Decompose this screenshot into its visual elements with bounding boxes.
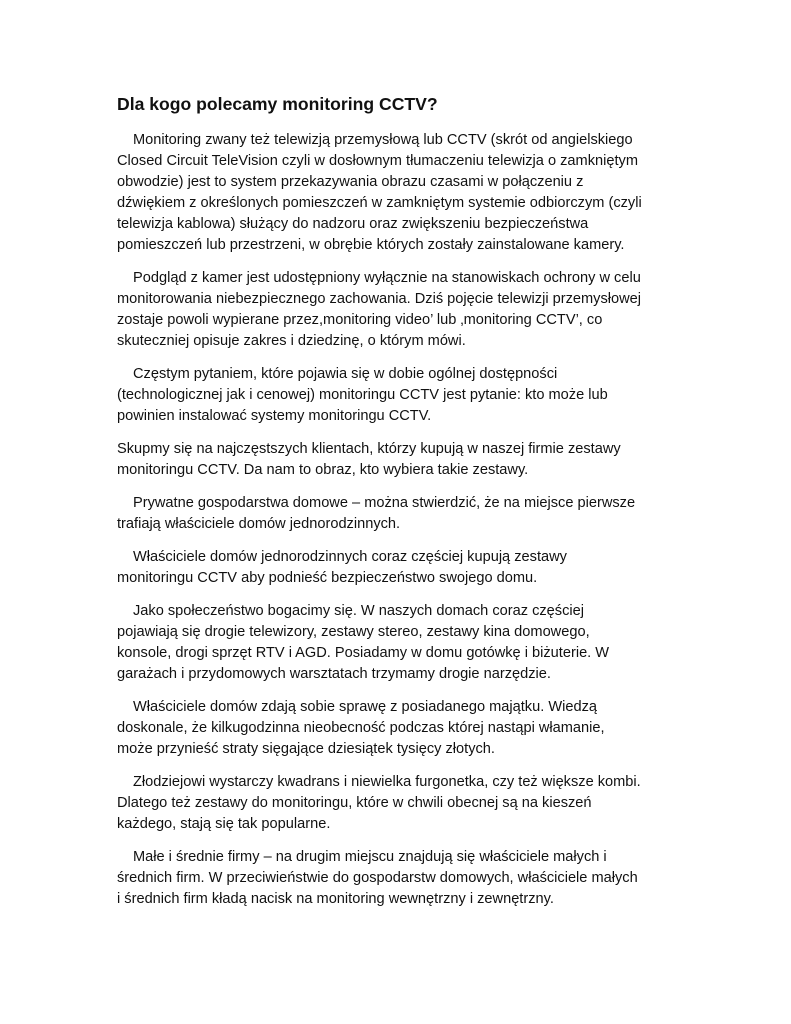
- text-line: Skupmy się na najczęstszych klientach, którzy kupują w naszej firmie zestawy: [117, 441, 621, 457]
- text-line: Closed Circuit TeleVision czyli w dosłownym tłumaczeniu telewizja o zamkniętym: [117, 153, 638, 169]
- text-line: Właściciele domów zdają sobie sprawę z posiadanego majątku. Wiedzą: [133, 699, 597, 715]
- text-line: telewizja kablowa) służący do nadzoru oraz zwiększeniu bezpieczeństwa: [117, 216, 589, 232]
- text-line: konsole, drogi sprzęt RTV i AGD. Posiadamy w domu gotówkę i biżuterie. W: [117, 645, 610, 661]
- text-line: powinien instalować systemy monitoringu CCTV.: [117, 408, 432, 424]
- page-title: Dla kogo polecamy monitoring CCTV?: [117, 94, 438, 114]
- text-line: obwodzie) jest to system przekazywania obrazu czasami w połączeniu z: [117, 174, 584, 190]
- text-line: Złodziejowi wystarczy kwadrans i niewielka furgonetka, czy też większe kombi.: [133, 774, 641, 790]
- text-line: Prywatne gospodarstwa domowe – można stwierdzić, że na miejsce pierwsze: [133, 495, 636, 511]
- text-line: Podgląd z kamer jest udostępniony wyłącznie na stanowiskach ochrony w celu: [133, 270, 641, 286]
- paragraph: [117, 697, 677, 760]
- text-line: monitoringu CCTV. Da nam to obraz, kto wybiera takie zestawy.: [117, 462, 529, 478]
- text-line: monitoringu CCTV aby podnieść bezpieczeństwo swojego domu.: [117, 570, 538, 586]
- text-line: Dlatego też zestawy do monitoringu, które w chwili obecnej są na kieszeń: [117, 795, 592, 811]
- text-line: skuteczniej opisuje zakres i dziedzinę, o którym mówi.: [117, 333, 466, 349]
- paragraph: [117, 268, 677, 352]
- text-line: dźwiękiem z określonych pomieszczeń w zamkniętym systemie odbiorczym (czyli: [117, 195, 642, 211]
- paragraph: [117, 493, 677, 535]
- text-line: monitorowania niebezpiecznego zachowania. Dziś pojęcie telewizji przemysłowej: [117, 291, 642, 307]
- document-body: [117, 130, 677, 910]
- text-line: średnich firm. W przeciwieństwie do gospodarstw domowych, właściciele małych: [117, 870, 638, 886]
- paragraph: [117, 772, 677, 835]
- text-line: i średnich firm kładą nacisk na monitoring wewnętrzny i zewnętrzny.: [117, 891, 554, 907]
- text-line: pojawiają się drogie telewizory, zestawy stereo, zestawy kina domowego,: [117, 624, 590, 640]
- paragraph: [117, 364, 677, 427]
- text-line: pomieszczeń lub przestrzeni, w obrębie których zostały zainstalowane kamery.: [117, 237, 625, 253]
- text-line: każdego, stają się tak popularne.: [117, 816, 331, 832]
- paragraph: [117, 439, 677, 481]
- text-line: doskonale, że kilkugodzinna nieobecność podczas której nastąpi włamanie,: [117, 720, 605, 736]
- text-line: Monitoring zwany też telewizją przemysłową lub CCTV (skrót od angielskiego: [133, 132, 633, 148]
- text-line: Właściciele domów jednorodzinnych coraz częściej kupują zestawy: [133, 549, 567, 565]
- paragraph: [117, 130, 677, 256]
- paragraph: [117, 547, 677, 589]
- paragraph: [117, 847, 677, 910]
- document-page: [117, 92, 677, 922]
- text-line: trafiają właściciele domów jednorodzinnych.: [117, 516, 401, 532]
- paragraph: [117, 601, 677, 685]
- text-line: (technologicznej jak i cenowej) monitoringu CCTV jest pytanie: kto może lub: [117, 387, 608, 403]
- text-line: zostaje powoli wypierane przez,monitoring video’ lub ‚monitoring CCTV’, co: [117, 312, 603, 328]
- text-line: garażach i przydomowych warsztatach trzymamy drogie narzędzie.: [117, 666, 551, 682]
- text-line: Jako społeczeństwo bogacimy się. W naszych domach coraz częściej: [133, 603, 584, 619]
- text-line: Częstym pytaniem, które pojawia się w dobie ogólnej dostępności: [133, 366, 558, 382]
- text-line: może przynieść straty sięgające dziesiątek tysięcy złotych.: [117, 741, 495, 757]
- text-line: Małe i średnie firmy – na drugim miejscu znajdują się właściciele małych i: [133, 849, 607, 865]
